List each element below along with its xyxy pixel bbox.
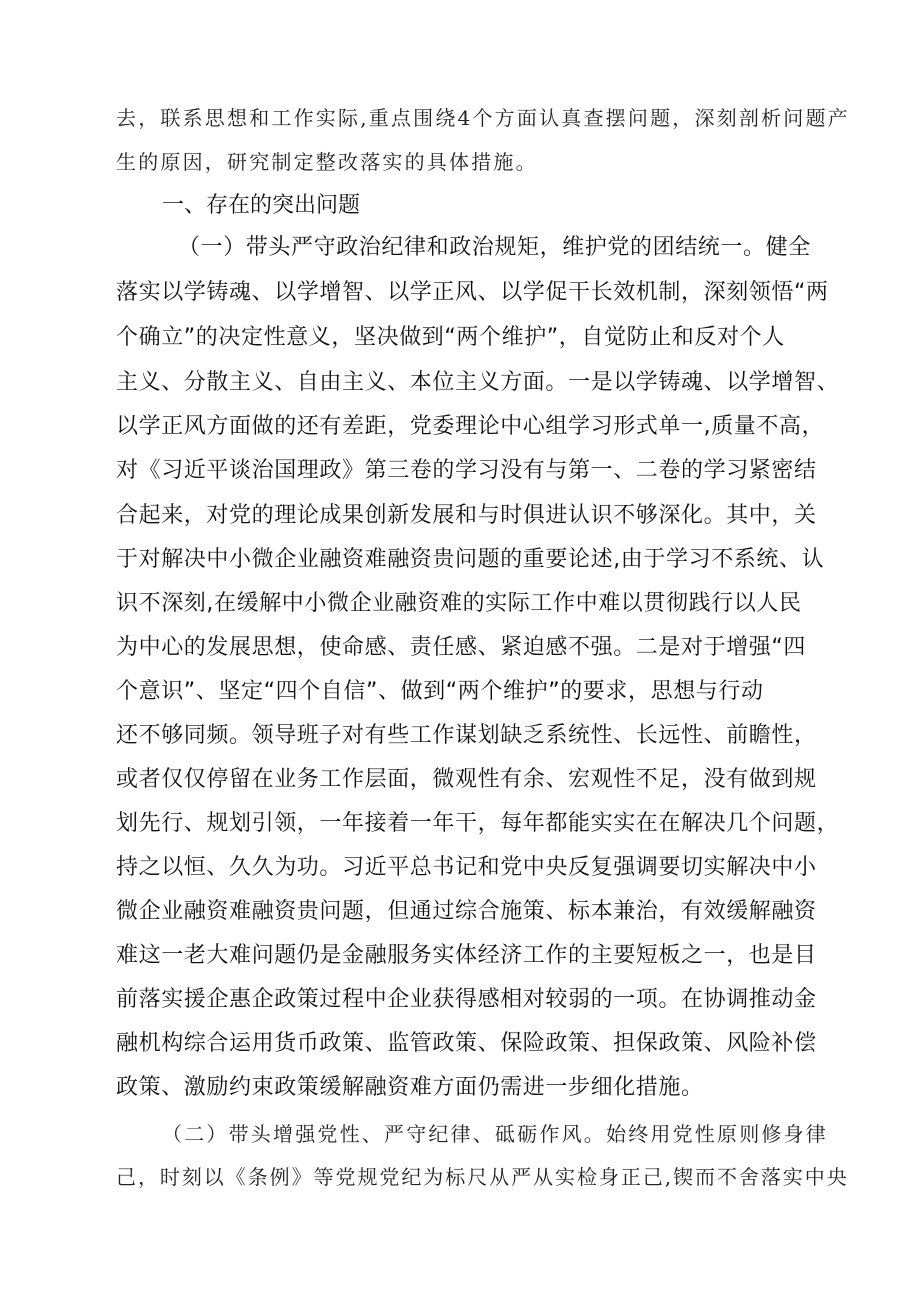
- intro-line-2: 生的原因，研究制定整改落实的具体措施。: [116, 150, 538, 174]
- part1-line-8: 于对解决中小微企业融资难融资贵问题的重要论述,由于学习不系统、认: [116, 547, 825, 572]
- part1-line-12: 还不够同频。领导班子对有些工作谋划缺乏系统性、长远性、前瞻性，: [116, 723, 817, 748]
- part1-line-6: 对《习近平谈治国理政》第三卷的学习没有与第一、二卷的学习紧密结: [116, 458, 817, 483]
- part1-line-17: 难这一老大难问题仍是金融服务实体经济工作的主要短板之一，也是目: [116, 943, 817, 968]
- part1-line-14: 划先行、规划引领，一年接着一年干，每年都能实实在在解决几个问题，: [116, 811, 840, 836]
- part1-line-2: 落实以学铸魂、以学增智、以学正风、以学促干长效机制，深刻领悟“两: [116, 280, 829, 305]
- part1-line-13: 或者仅仅停留在业务工作层面，微观性有余、宏观性不足，没有做到规: [116, 767, 817, 792]
- section-heading: 一、存在的突出问题: [162, 193, 361, 218]
- part1-line-18: 前落实援企惠企政策过程中企业获得感相对较弱的一项。在协调推动金: [116, 987, 817, 1012]
- part1-line-15: 持之以恒、久久为功。习近平总书记和党中央反复强调要切实解决中小: [116, 855, 817, 880]
- part1-line-11: 个意识”、坚定“四个自信”、做到“两个维护”的要求，思想与行动: [116, 679, 764, 704]
- part1-line-7: 合起来，对党的理论成果创新发展和与时俱进认识不够深化。其中，关: [116, 503, 817, 528]
- part2-line-1: （二）带头增强党性、严守纪律、砥砺作风。始终用党性原则修身律: [162, 1122, 828, 1146]
- part1-line-5: 以学正风方面做的还有差距，党委理论中心组学习形式单一,质量不高，: [116, 414, 825, 439]
- intro-line-1: 去，联系思想和工作实际,重点围绕4个方面认真查摆问题，深刻剖析问题产: [116, 106, 850, 130]
- part1-line-16: 微企业融资难融资贵问题，但通过综合施策、标本兼治，有效缓解融资: [116, 899, 817, 924]
- part2-line-2: 己，时刻以《条例》等党规党纪为标尺从严从实检身正己,锲而不舍落实中央: [116, 1165, 849, 1189]
- part1-line-20: 政策、激励约束政策缓解融资难方面仍需进一步细化措施。: [116, 1075, 704, 1100]
- part1-line-10: 为中心的发展思想，使命感、责任感、紧迫感不强。二是对于增强“四: [116, 635, 806, 660]
- part1-line-4: 主义、分散主义、自由主义、本位主义方面。一是以学铸魂、以学增智、: [116, 370, 840, 395]
- part1-line-3: 个确立”的决定性意义，坚决做到“两个维护”，自觉防止和反对个人: [116, 325, 785, 350]
- part1-line-19: 融机构综合运用货币政策、监管政策、保险政策、担保政策、风险补偿: [116, 1031, 817, 1056]
- part1-line-9: 识不深刻,在缓解中小微企业融资难的实际工作中难以贯彻践行以人民: [116, 591, 802, 616]
- part1-line-1: （一）带头严守政治纪律和政治规矩，维护党的团结统一。健全: [178, 235, 811, 260]
